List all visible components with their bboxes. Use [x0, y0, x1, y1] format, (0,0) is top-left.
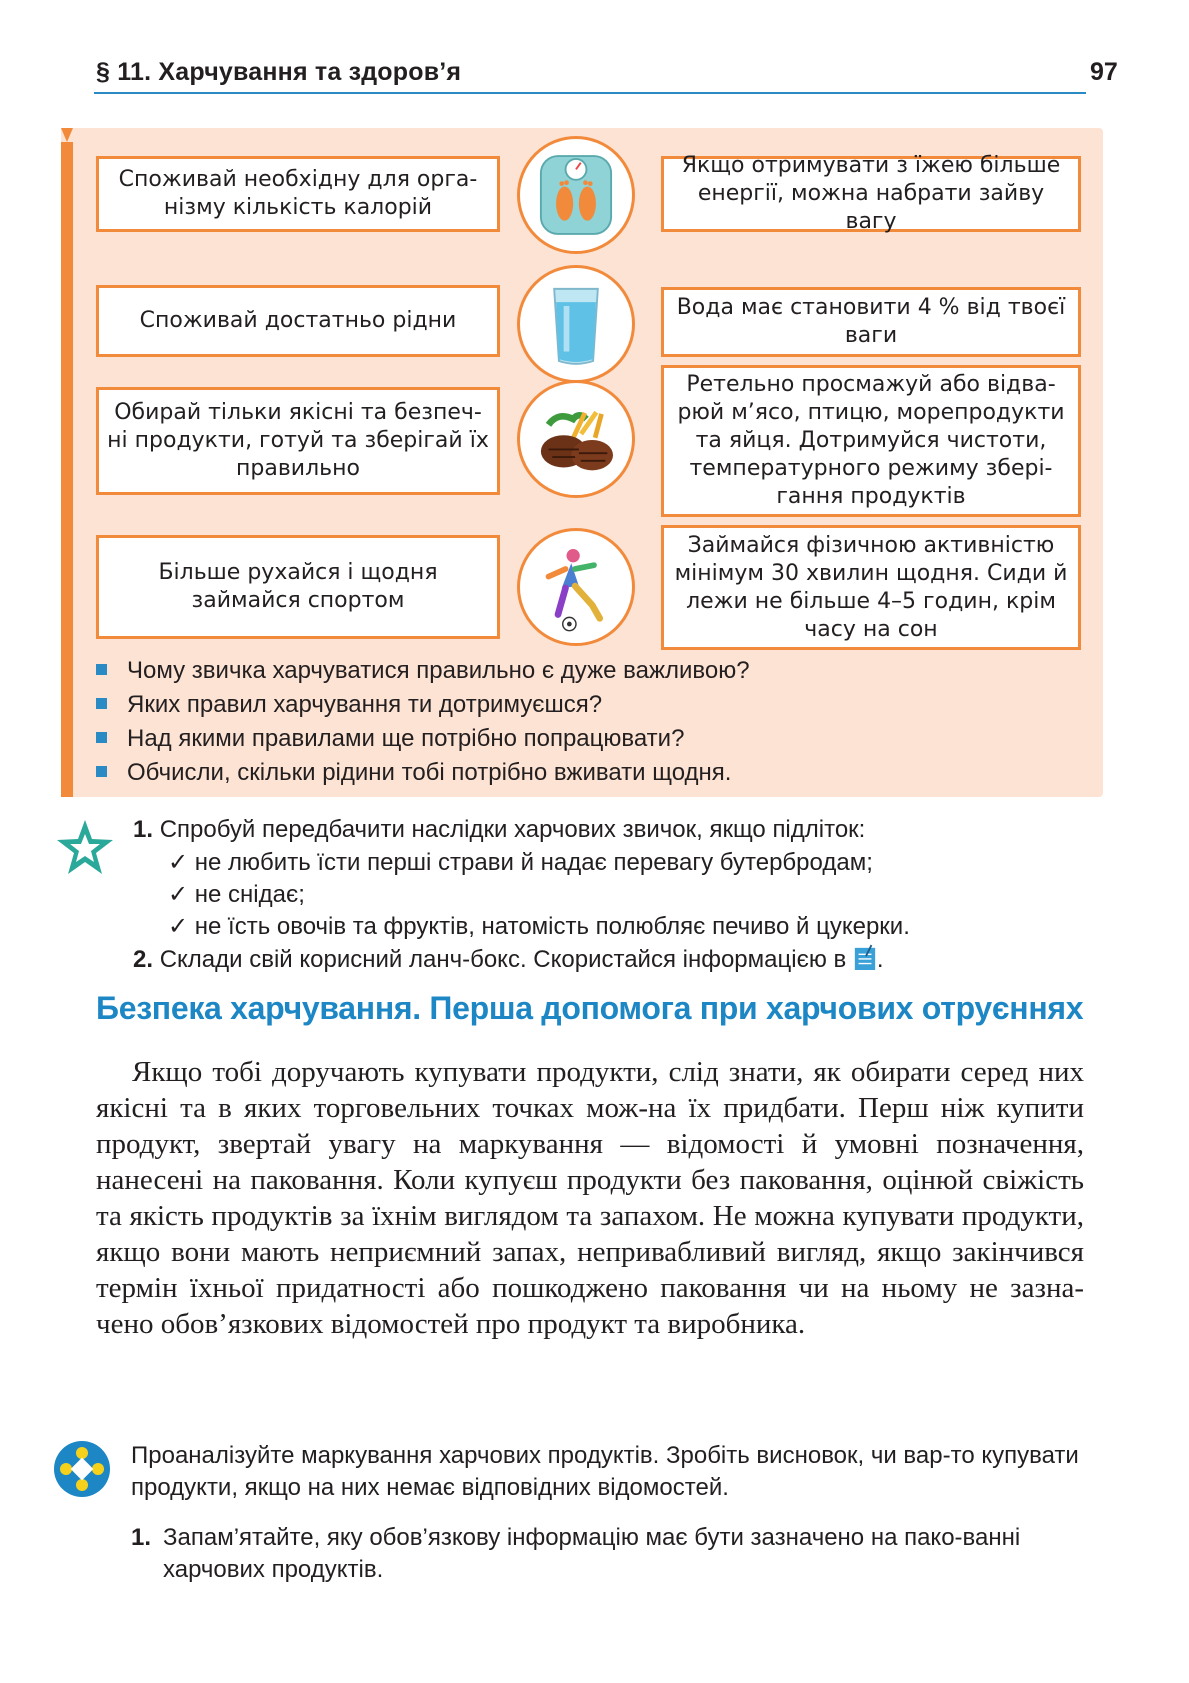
discussion-intro: Проаналізуйте маркування харчових продуктів. Зробіть висновок, чи вар-то купувати продукти, якщо на них немає відповідних відомостей. — [131, 1442, 1079, 1501]
panel-side-bar — [61, 128, 73, 797]
page-header-title: § 11. Харчування та здоров’я — [96, 58, 462, 86]
section-heading: Безпека харчування. Перша допомога при харчових отруєннях — [96, 990, 1084, 1026]
task-1-check-2: ✓ не снідає; — [168, 881, 305, 908]
cooked-meat-icon — [517, 380, 635, 498]
water-glass-icon — [517, 265, 635, 383]
rule-4-right-box: Займайся фізичною активністю мінімум 30 хвилин щодня. Сиди й лежи не більше 4–5 годин, крім часу на сон — [661, 525, 1081, 650]
task-1: 1. Спробуй передбачити наслідки харчових звичок, якщо підліток: — [133, 816, 866, 843]
discussion-item-1-num: 1. — [131, 1524, 152, 1551]
check-mark-icon: ✓ — [168, 849, 189, 876]
bullet-square-icon — [96, 698, 107, 709]
check-mark-icon: ✓ — [168, 881, 189, 908]
group-discussion-icon — [53, 1440, 111, 1498]
task-2: 2. Склади свій корисний ланч-бокс. Скористайся інформацією в . — [133, 946, 884, 975]
star-task-icon — [55, 818, 115, 878]
question-4: Обчисли, скільки рідини тобі потрібно вживати щодня. — [96, 759, 731, 787]
rule-4-left-box: Більше рухайся і щодня займайся спортом — [96, 535, 500, 639]
rule-3-left-box: Обирай тільки якісні та безпеч-ні продукти, готуй та зберігай їх правильно — [96, 387, 500, 495]
header-rule — [94, 92, 1086, 94]
bullet-square-icon — [96, 664, 107, 675]
rule-1-right-box: Якщо отримувати з їжею більше енергії, можна набрати зайву вагу — [661, 156, 1081, 232]
question-2: Яких правил харчування ти дотримуєшся? — [96, 691, 602, 719]
football-player-icon — [517, 528, 635, 646]
question-3: Над якими правилами ще потрібно попрацювати? — [96, 725, 684, 753]
rule-2-right-box: Вода має становити 4 % від твоєї ваги — [661, 287, 1081, 357]
bullet-square-icon — [96, 766, 107, 777]
bullet-square-icon — [96, 732, 107, 743]
check-mark-icon: ✓ — [168, 913, 189, 940]
page-number: 97 — [1090, 58, 1118, 86]
scale-icon — [517, 136, 635, 254]
panel-corner-marker — [61, 128, 73, 142]
notebook-icon — [853, 944, 877, 972]
task-1-check-3: ✓ не їсть овочів та фруктів, натомість полюбляє печиво й цукерки. — [168, 913, 910, 940]
rule-3-right-box: Ретельно просмажуй або відва-рюй м’ясо, птицю, морепродукти та яйця. Дотримуйся чистоти, температурного режиму збері-гання продуктів — [661, 365, 1081, 517]
rule-1-left-box: Споживай необхідну для орга-нізму кількість калорій — [96, 156, 500, 232]
body-paragraph: Якщо тобі доручають купувати продукти, слід знати, як обирати серед них якісні та в яких торговельних точках мож-на їх придбати. Перш ніж купити продукт, звертай увагу на маркування — відомості й умовні позначення, нанесені на паковання. Коли купуєш продукти без паковання, оцінюй свіжість та якість продуктів за їхнім виглядом та запахом. Не можна купувати продукти, якщо вони мають неприємний запах, непривабливий вигляд, якщо закінчився термін їхньої придатності або пошкоджено паковання чи на ньому не зазна-чено обов’язкових відомостей про продукт та виробника. — [96, 1056, 1084, 1340]
question-1: Чому звичка харчуватися правильно є дуже важливою? — [96, 657, 750, 685]
rule-2-left-box: Споживай достатньо рідни — [96, 285, 500, 357]
discussion-item-1: Запам’ятайте, яку обов’язкову інформацію має бути зазначено на пако-ванні харчових продуктів. — [163, 1524, 1021, 1583]
task-1-check-1: ✓ не любить їсти перші страви й надає перевагу бутербродам; — [168, 849, 873, 876]
